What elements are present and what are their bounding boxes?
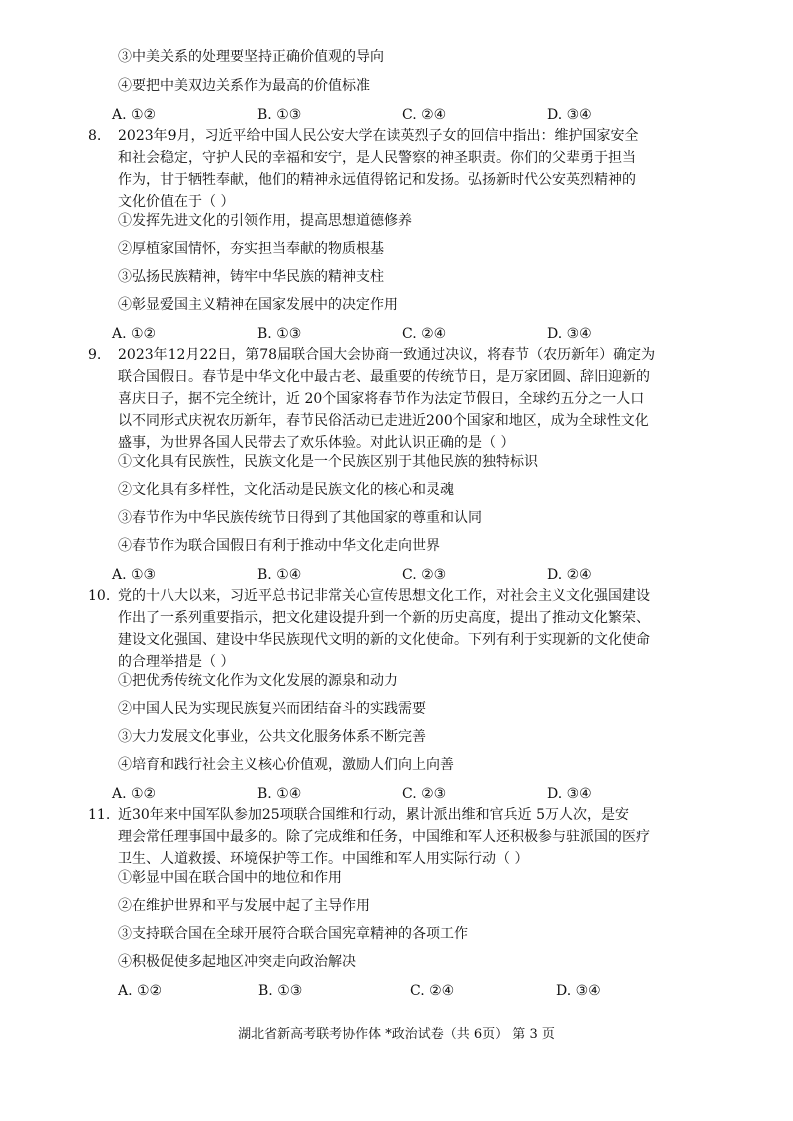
choice-b: B. ①④ <box>257 786 302 802</box>
option-line: ①文化具有民族性，民族文化是一个民族区别于其他民族的独特标识 <box>118 454 538 470</box>
page-footer: 湖北省新高考联考协作体 *政治试卷（共 6页） 第 3 页 <box>238 1027 555 1042</box>
choice-a: A. ①② <box>112 107 157 123</box>
choice-b: B. ①③ <box>258 983 303 999</box>
question-number: 9. <box>88 347 102 363</box>
choice-b: B. ①③ <box>257 326 302 342</box>
question-stem-line: 和社会稳定，守护人民的幸福和安宁，是人民警察的神圣职责。你们的父辈勇于担当 <box>118 150 636 166</box>
choice-c: C. ②④ <box>410 983 455 999</box>
option-line: ②文化具有多样性，文化活动是民族文化的核心和灵魂 <box>118 482 454 498</box>
question-stem-line: 近30年来中国军队参加25项联合国维和行动，累计派出维和官兵近 5万人次，是安 <box>118 807 629 823</box>
question-number: 10. <box>88 588 111 604</box>
choice-c: C. ②③ <box>402 567 447 583</box>
question-stem-line: 以不同形式庆祝农历新年，春节民俗活动已走进近200个国家和地区，成为全球性文化 <box>118 413 649 429</box>
question-stem-line: 2023年9月，习近平给中国人民公安大学在读英烈子女的回信中指出：维护国家安全 <box>118 128 639 144</box>
question-stem-line: 作为，甘于牺牲奉献，他们的精神永远值得铭记和发扬。弘扬新时代公安英烈精神的 <box>118 172 636 188</box>
question-number: 11. <box>88 807 111 823</box>
option-line: ④彰显爱国主义精神在国家发展中的决定作用 <box>118 297 398 313</box>
option-line: ①把优秀传统文化作为文化发展的源泉和动力 <box>118 673 398 689</box>
choice-b: B. ①④ <box>257 567 302 583</box>
choice-d: D. ③④ <box>556 983 601 999</box>
question-stem-line: 的合理举措是（ ） <box>118 654 235 670</box>
option-line: ④培育和践行社会主义核心价值观，激励人们向上向善 <box>118 757 454 773</box>
option-line: ③支持联合国在全球开展符合联合国宪章精神的各项工作 <box>118 926 468 942</box>
option-line: ③弘扬民族精神，铸牢中华民族的精神支柱 <box>118 269 384 285</box>
choice-c: C. ②③ <box>402 786 447 802</box>
option-line: ④要把中美双边关系作为最高的价值标准 <box>118 78 370 94</box>
question-stem-line: 作出了一系列重要指示，把文化建设提升到一个新的历史高度，提出了推动文化繁荣、 <box>118 610 650 626</box>
option-line: ④春节作为联合国假日有利于推动中华文化走向世界 <box>118 538 440 554</box>
choice-c: C. ②④ <box>402 107 447 123</box>
option-line: ③大力发展文化事业，公共文化服务体系不断完善 <box>118 729 426 745</box>
question-stem-line: 建设文化强国、建设中华民族现代文明的新的文化使命。下列有利于实现新的文化使命 <box>118 632 650 648</box>
option-line: ②在维护世界和平与发展中起了主导作用 <box>118 898 370 914</box>
question-number: 8. <box>88 128 102 144</box>
option-line: ①彰显中国在联合国中的地位和作用 <box>118 870 342 886</box>
question-stem-line: 2023年12月22日，第78届联合国大会协商一致通过决议，将春节（农历新年）确定为 <box>118 347 656 363</box>
choice-d: D. ③④ <box>547 107 592 123</box>
option-line: ②厚植家国情怀，夯实担当奉献的物质根基 <box>118 241 384 257</box>
question-stem-line: 联合国假日。春节是中华文化中最古老、最重要的传统节日，是万家团圆、辞旧迎新的 <box>118 369 650 385</box>
choice-c: C. ②④ <box>402 326 447 342</box>
choice-a: A. ①③ <box>112 567 157 583</box>
question-stem-line: 卫生、人道救援、环境保护等工作。中国维和军人用实际行动（ ） <box>118 851 529 867</box>
question-stem-line: 理会常任理事国中最多的。除了完成维和任务，中国维和军人还积极参与驻派国的医疗 <box>118 829 650 845</box>
choice-a: A. ①② <box>112 326 157 342</box>
question-stem-line: 文化价值在于（ ） <box>118 194 235 210</box>
choice-a: A. ①② <box>112 786 157 802</box>
choice-d: D. ③④ <box>547 786 592 802</box>
question-stem-line: 党的十八大以来，习近平总书记非常关心宣传思想文化工作，对社会主义文化强国建设 <box>118 588 650 604</box>
option-line: ③春节作为中华民族传统节日得到了其他国家的尊重和认同 <box>118 510 482 526</box>
choice-b: B. ①③ <box>257 107 302 123</box>
option-line: ①发挥先进文化的引领作用，提高思想道德修养 <box>118 213 412 229</box>
choice-d: D. ②④ <box>547 567 592 583</box>
question-stem-line: 喜庆日子，据不完全统计，近 20个国家将春节作为法定节假日，全球约五分之一人口 <box>118 391 645 407</box>
question-stem-line: 盛事，为世界各国人民带去了欢乐体验。对此认识正确的是（ ） <box>118 435 515 451</box>
option-line: ②中国人民为实现民族复兴而团结奋斗的实践需要 <box>118 701 426 717</box>
option-line: ④积极促使多起地区冲突走向政治解决 <box>118 954 356 970</box>
choice-a: A. ①② <box>118 983 163 999</box>
option-line: ③中美关系的处理要坚持正确价值观的导向 <box>118 49 384 65</box>
choice-d: D. ③④ <box>547 326 592 342</box>
